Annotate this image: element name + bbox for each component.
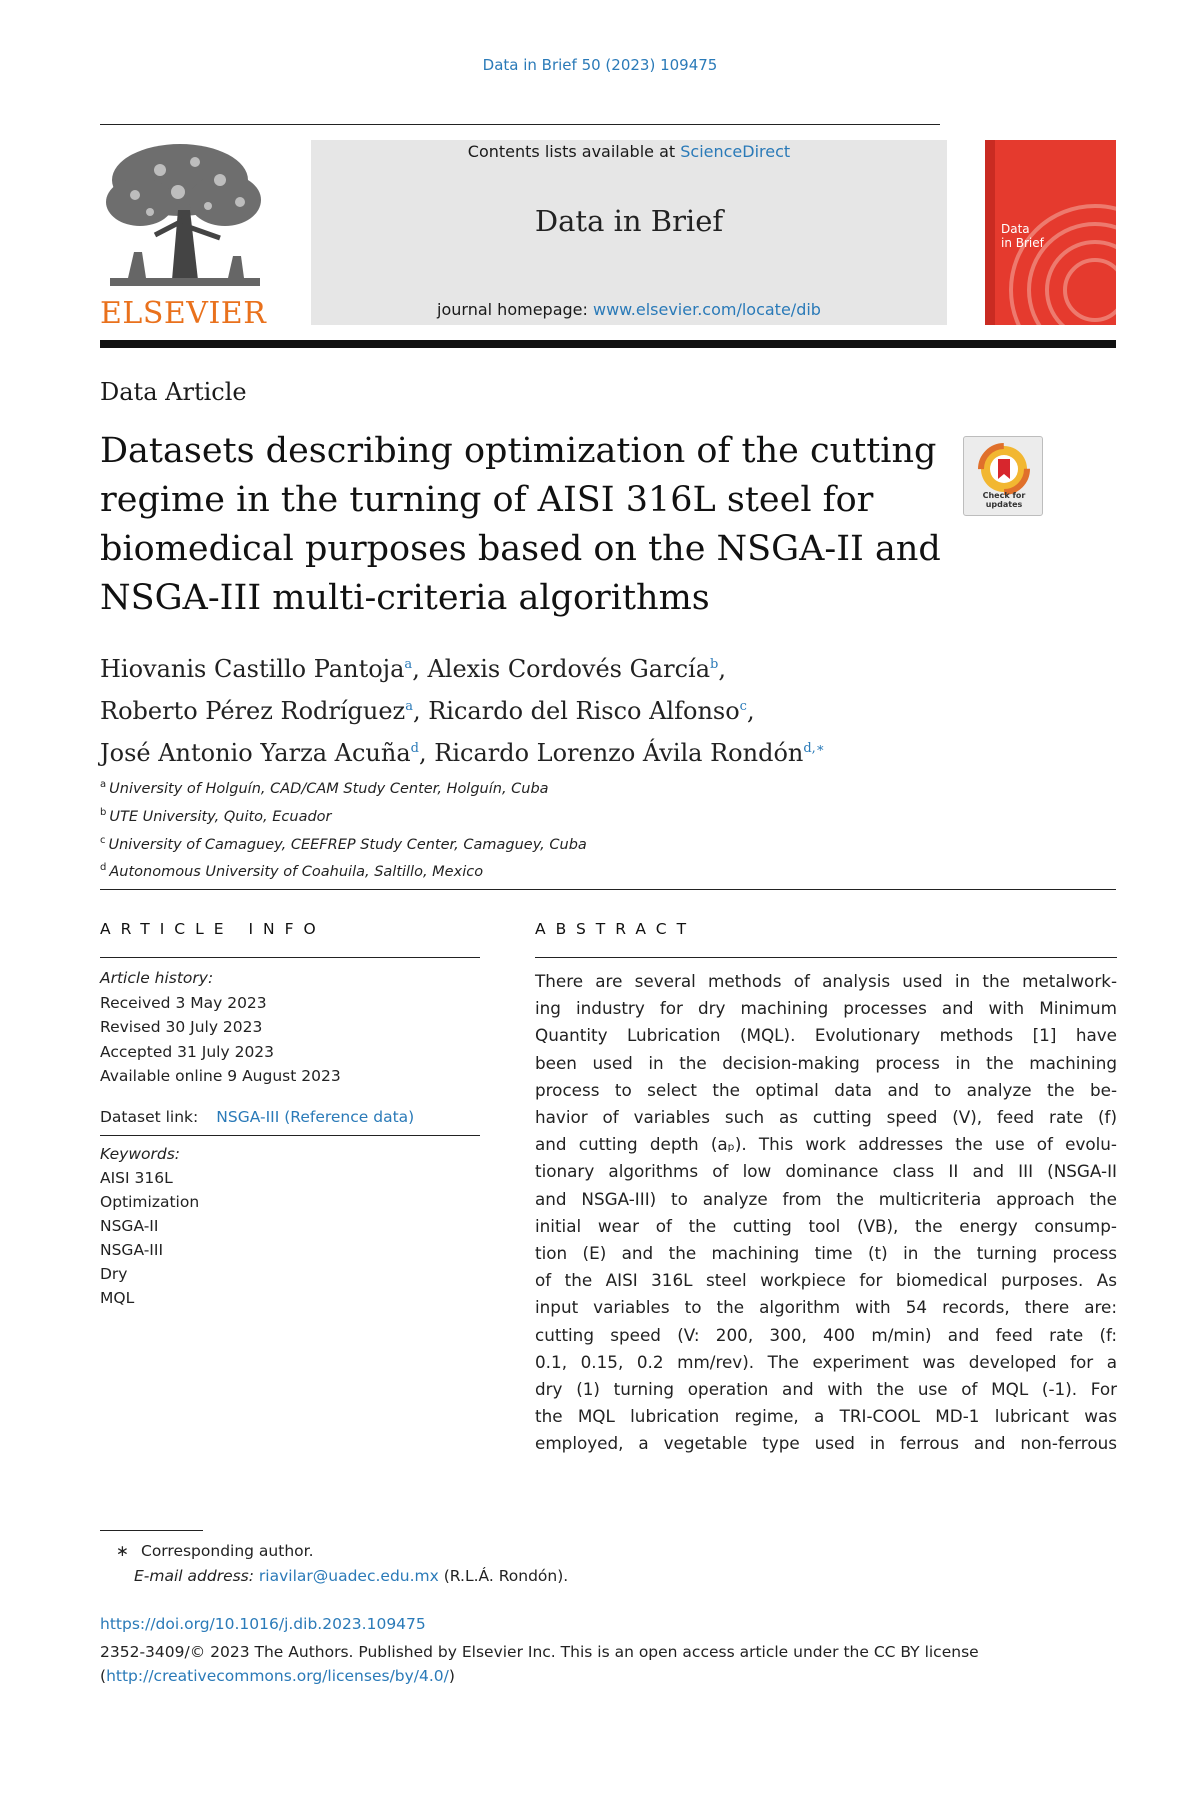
affiliation-list	[100, 773, 1120, 884]
article-history	[100, 966, 480, 1089]
affiliation-text: UTE University, Quito, Ecuador	[109, 808, 332, 825]
abstract-line: tion (E) and the machining time (t) in the turning process	[535, 1243, 1117, 1264]
homepage-prefix: journal homepage:	[437, 300, 588, 319]
homepage-line	[311, 300, 947, 319]
affiliation-mark: c	[100, 834, 106, 846]
email-line	[100, 1564, 900, 1589]
author-affil-mark[interactable]: a	[405, 699, 413, 714]
author-name[interactable]: Alexis Cordovés García	[427, 655, 711, 683]
abstract-line: There are several methods of analysis used in the metalwork-	[535, 971, 1117, 991]
keyword-item: AISI 316L	[100, 1168, 173, 1187]
email-label: E-mail address:	[134, 1567, 254, 1585]
abstract-line: and cutting depth (aₚ). This work addresses the use of evolu-	[535, 1134, 1117, 1155]
header-rule	[100, 124, 940, 125]
email-suffix: (R.L.Á. Rondón).	[443, 1567, 569, 1585]
article-title: Datasets describing optimization of the cutting regime in the turning of AISI 316L steel for biomedical purposes based on the NSGA-II and NSGA-III multi-criteria algorithms	[100, 431, 941, 618]
keywords-label: Keywords:	[100, 1144, 180, 1163]
abstract-line: employed, a vegetable type used in ferrous and non-ferrous	[535, 1433, 1117, 1454]
journal-homepage-link[interactable]: www.elsevier.com/locate/dib	[592, 300, 821, 319]
abstract-rule	[535, 957, 1117, 958]
corresponding-label: Corresponding author.	[141, 1542, 314, 1560]
abstract-line: cutting speed (V: 200, 300, 400 m/min) and feed rate (f:	[535, 1324, 1117, 1345]
keyword-item: MQL	[100, 1288, 135, 1307]
abstract-line: initial wear of the cutting tool (VB), the energy consump-	[535, 1215, 1117, 1236]
abstract-line: havior of variables such as cutting speed (V), feed rate (f)	[535, 1107, 1117, 1128]
keyword-item: Optimization	[100, 1192, 200, 1211]
article-info-rule	[100, 957, 480, 958]
check-for-updates-badge[interactable]	[963, 436, 1043, 516]
affiliation-text: Autonomous University of Coahuila, Saltillo, Mexico	[109, 864, 484, 881]
keywords-list	[100, 1142, 480, 1310]
email-link[interactable]: riavilar@uadec.edu.mx	[258, 1567, 439, 1585]
elsevier-logo[interactable]	[100, 140, 270, 331]
author-affil-mark[interactable]: c	[739, 699, 747, 714]
abstract-column	[535, 920, 1117, 1458]
author-affil-mark[interactable]: a	[404, 657, 413, 672]
license-link-line: (http://creativecommons.org/licenses/by/4.0/)	[100, 1667, 455, 1685]
abstract-body	[535, 968, 1117, 1458]
keyword-item: NSGA-II	[100, 1216, 159, 1235]
corresponding-author-note	[100, 1539, 900, 1564]
author-affil-mark[interactable]: d,∗	[803, 741, 825, 756]
journal-name: Data in Brief	[534, 204, 724, 238]
abstract-line: and NSGA-III) to analyze from the multicriteria approach the	[535, 1188, 1117, 1209]
check-updates-text	[964, 491, 1044, 509]
check-updates-line1: Check for	[982, 491, 1026, 500]
author-name[interactable]: Ricardo del Risco Alfonso	[428, 697, 740, 725]
abstract-line: of the AISI 316L steel workpiece for biomedical purposes. As	[535, 1270, 1117, 1291]
license-text: 2352-3409/© 2023 The Authors. Published by Elsevier Inc. This is an open access article under the CC BY license	[100, 1643, 979, 1661]
header-bottom-rule	[100, 889, 1116, 890]
license-link[interactable]: http://creativecommons.org/licenses/by/4.0/	[106, 1667, 449, 1685]
history-revised: Revised 30 July 2023	[100, 1018, 263, 1036]
running-head[interactable]: Data in Brief 50 (2023) 109475	[482, 56, 718, 74]
contents-prefix: Contents lists available at	[467, 142, 676, 161]
history-received: Received 3 May 2023	[100, 993, 267, 1012]
dataset-link[interactable]: NSGA-III (Reference data)	[216, 1107, 415, 1126]
elsevier-tree-icon	[100, 140, 270, 290]
footnote-rule	[100, 1530, 203, 1531]
dataset-label: Dataset link:	[100, 1107, 199, 1126]
affiliation-item	[100, 856, 1120, 884]
affiliation-mark: a	[100, 779, 107, 790]
affiliation-text: University of Holguín, CAD/CAM Study Center, Holguín, Cuba	[109, 780, 549, 797]
footnote	[100, 1539, 900, 1589]
affiliation-item	[100, 773, 1120, 801]
abstract-line: dry (1) turning operation and with the use of MQL (-1). For	[535, 1379, 1117, 1400]
article-type: Data Article	[100, 378, 247, 406]
affiliation-item	[100, 829, 1120, 857]
history-online: Available online 9 August 2023	[100, 1067, 341, 1085]
journal-cover[interactable]	[985, 140, 1116, 325]
keyword-item: Dry	[100, 1264, 128, 1283]
cover-title-line2: in Brief	[1001, 236, 1044, 250]
keyword-item: NSGA-III	[100, 1240, 164, 1259]
abstract-line: 0.1, 0.15, 0.2 mm/rev). The experiment was developed for a	[535, 1351, 1117, 1372]
masthead-rule	[100, 340, 1116, 348]
sciencedirect-link[interactable]: ScienceDirect	[680, 142, 791, 161]
abstract-line: been used in the decision-making process in the machining	[535, 1052, 1117, 1073]
abstract-line: the MQL lubrication regime, a TRI-COOL MD-1 lubricant was	[535, 1406, 1117, 1427]
affiliation-mark: b	[100, 806, 107, 818]
elsevier-wordmark: ELSEVIER	[100, 296, 267, 331]
journal-banner	[311, 140, 947, 325]
abstract-line: ing industry for dry machining processes and with Minimum	[535, 998, 1117, 1019]
history-accepted: Accepted 31 July 2023	[100, 1042, 275, 1061]
author-name[interactable]: Ricardo Lorenzo Ávila Rondón	[434, 739, 804, 767]
abstract-heading: ABSTRACT	[535, 920, 697, 938]
author-name[interactable]: Hiovanis Castillo Pantoja	[100, 655, 405, 683]
author-list: Hiovanis Castillo Pantoja$^a$, Alexis Cordovés García$^b$, Roberto Pérez Rodríguez$^a$, Ricardo del Risco Alfonso$^c$, José Antonio Yarza Acuña$^d$, Ricardo Lorenzo Ávila Rondón$^{d,∗}$	[100, 655, 825, 767]
cover-title-line1: Data	[1001, 222, 1030, 236]
author-name[interactable]: José Antonio Yarza Acuña	[100, 739, 411, 767]
abstract-line: Quantity Lubrication (MQL). Evolutionary methods [1] have	[535, 1025, 1117, 1046]
history-label: Article history:	[100, 969, 214, 987]
footnote-mark: ∗	[116, 1542, 129, 1560]
affiliation-mark: d	[100, 862, 107, 874]
abstract-line: process to select the optimal data and to analyze the be-	[535, 1079, 1117, 1100]
cover-title	[1001, 222, 1044, 250]
article-info-column	[100, 920, 480, 1310]
dataset-link-row	[100, 1108, 480, 1126]
article-info-heading: ARTICLE INFO	[100, 920, 326, 938]
license-block	[100, 1640, 1120, 1688]
affiliation-text: University of Camaguey, CEEFREP Study Center, Camaguey, Cuba	[108, 836, 587, 853]
keywords-rule	[100, 1135, 480, 1136]
check-updates-line2: updates	[985, 500, 1023, 509]
author-affil-mark[interactable]: b	[710, 657, 719, 672]
author-affil-mark[interactable]: d	[410, 741, 419, 756]
affiliation-item	[100, 801, 1120, 829]
abstract-line: input variables to the algorithm with 54 records, there are:	[535, 1297, 1117, 1318]
contents-line	[311, 142, 947, 161]
doi-link[interactable]: https://doi.org/10.1016/j.dib.2023.109475	[100, 1615, 426, 1633]
author-name[interactable]: Roberto Pérez Rodríguez	[100, 697, 406, 725]
abstract-line: tionary algorithms of low dominance class II and III (NSGA-II	[535, 1161, 1117, 1182]
